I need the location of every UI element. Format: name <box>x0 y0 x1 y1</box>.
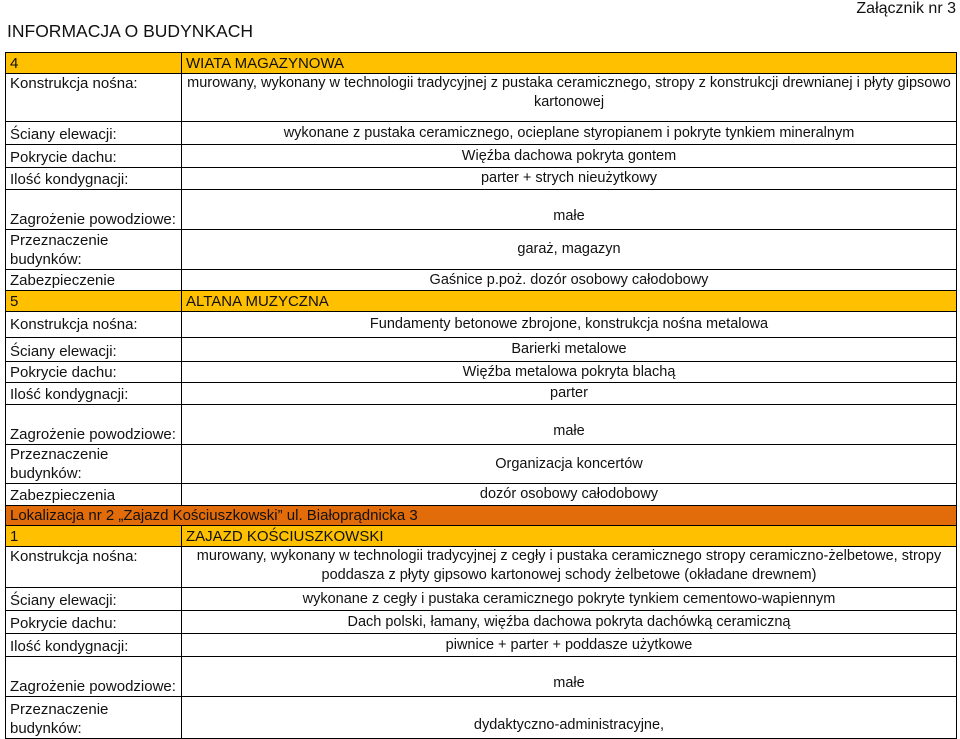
row-label: Konstrukcja nośna: <box>6 547 182 587</box>
row-value: parter <box>550 385 588 401</box>
table-row <box>6 657 956 697</box>
page-header <box>0 0 960 52</box>
row-value: murowany, wykonany w technologii tradycyjnej z pustaka ceramicznego, stropy z konstrukcji drewnianej i płyty gipsowo kartonowej <box>187 75 951 110</box>
row-label: Zabezpieczenie <box>6 270 182 290</box>
row-label: Przeznaczenie budynków: <box>6 230 182 269</box>
table-row <box>6 230 956 270</box>
building-header-row <box>6 291 956 312</box>
row-label: Ściany elewacji: <box>6 338 182 361</box>
row-label: Ściany elewacji: <box>6 588 182 610</box>
table-row <box>6 634 956 657</box>
building-number: 5 <box>6 291 182 311</box>
row-value: dydaktyczno-administracyjne, <box>473 717 665 733</box>
row-value: małe <box>553 423 585 439</box>
row-label: Pokrycie dachu: <box>6 145 182 167</box>
row-label: Ściany elewacji: <box>6 122 182 144</box>
row-label: Zabezpieczenia <box>6 484 182 505</box>
row-label: Konstrukcja nośna: <box>6 74 182 121</box>
table-row <box>6 190 956 230</box>
row-label: Przeznaczenie budynków: <box>6 445 182 483</box>
building-header-row <box>6 526 956 547</box>
row-label: Pokrycie dachu: <box>6 362 182 382</box>
row-value: murowany, wykonany w technologii tradycyjnej z cegły i pustaka ceramicznego stropy ceramiczno-żelbetowe, stropy poddasza z płyty gipsowo kartonowej schody żelbetowe (okładane drewnem) <box>196 548 942 583</box>
building-number: 4 <box>6 53 182 73</box>
buildings-table <box>5 52 957 739</box>
row-value: piwnice + parter + poddasze użytkowe <box>445 636 693 653</box>
row-value: Więźba metalowa pokryta blachą <box>462 363 676 380</box>
table-row <box>6 74 956 122</box>
row-value: małe <box>553 675 585 691</box>
row-value: dozór osobowy całodobowy <box>479 486 659 502</box>
annex-label: Załącznik nr 3 <box>856 0 956 17</box>
table-row <box>6 168 956 190</box>
table-row <box>6 383 956 405</box>
row-value: Organizacja koncertów <box>495 455 643 472</box>
row-value: Dach polski, łamany, więźba dachowa pokryta dachówką ceramiczną <box>347 613 791 630</box>
row-value: Fundamenty betonowe zbrojone, konstrukcja nośna metalowa <box>369 316 769 332</box>
location-row <box>6 506 956 526</box>
table-row <box>6 445 956 484</box>
row-label: Konstrukcja nośna: <box>6 312 182 337</box>
table-row <box>6 588 956 611</box>
row-value: parter + strych nieużytkowy <box>480 170 658 186</box>
location-label: Lokalizacja nr 2 „Zajazd Kościuszkowski” ul. Białoprądnicka 3 <box>10 507 418 524</box>
row-value: Barierki metalowe <box>511 341 627 357</box>
building-number: 1 <box>6 526 182 546</box>
table-row <box>6 362 956 383</box>
row-label: Przeznaczenie budynków: <box>6 697 182 738</box>
table-row <box>6 611 956 634</box>
row-value: wykonane z cegły i pustaka ceramicznego pokryte tynkiem cementowo-wapiennym <box>302 590 836 607</box>
row-value: wykonane z pustaka ceramicznego, ocieplane styropianem i pokryte tynkiem mineralnym <box>283 124 855 141</box>
table-row <box>6 697 956 738</box>
page-title: INFORMACJA O BUDYNKACH <box>7 21 253 41</box>
row-label: Zagrożenie powodziowe: <box>6 657 182 696</box>
building-name: ALTANA MUZYCZNA <box>186 293 329 310</box>
table-row <box>6 484 956 506</box>
table-row <box>6 145 956 168</box>
table-row <box>6 122 956 145</box>
table-row <box>6 312 956 338</box>
table-row <box>6 270 956 291</box>
row-label: Pokrycie dachu: <box>6 611 182 633</box>
table-row <box>6 547 956 588</box>
row-label: Ilość kondygnacji: <box>6 168 182 189</box>
table-row <box>6 405 956 445</box>
table-row <box>6 338 956 362</box>
row-value: garaż, magazyn <box>517 241 621 257</box>
row-label: Zagrożenie powodziowe: <box>6 405 182 444</box>
row-label: Ilość kondygnacji: <box>6 634 182 656</box>
row-label: Zagrożenie powodziowe: <box>6 190 182 229</box>
building-name: ZAJAZD KOŚCIUSZKOWSKI <box>186 528 384 545</box>
building-name: WIATA MAGAZYNOWA <box>186 55 345 72</box>
row-value: małe <box>553 208 585 224</box>
row-value: Więźba dachowa pokryta gontem <box>461 147 677 164</box>
row-value: Gaśnice p.poż. dozór osobowy całodobowy <box>429 271 709 288</box>
building-header-row <box>6 53 956 74</box>
row-label: Ilość kondygnacji: <box>6 383 182 404</box>
